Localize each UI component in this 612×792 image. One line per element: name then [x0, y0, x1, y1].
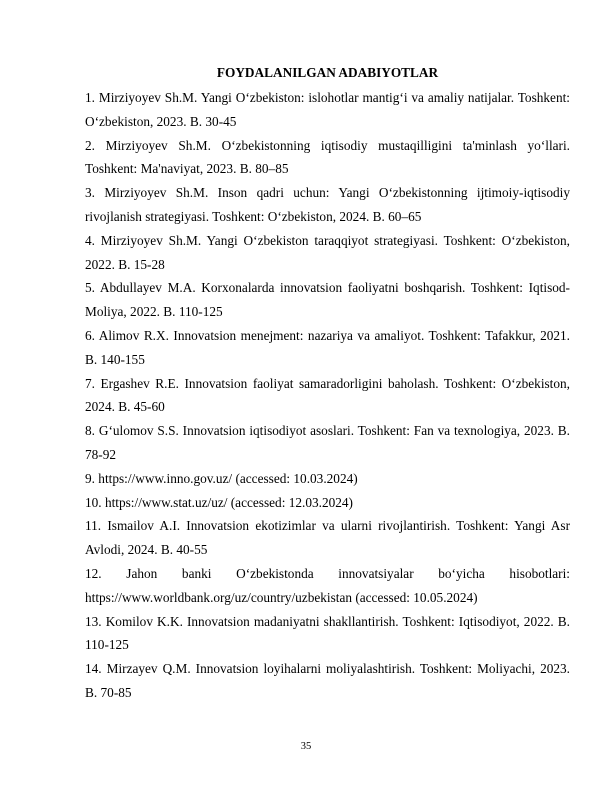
reference-link[interactable]: 9. https://www.inno.gov.uz/ (accessed: 10.03.2024) [85, 470, 358, 486]
reference-item: 12. Jahon banki O‘zbekistonda innovatsiyalar bo‘yicha hisobotlari: https://www.worldbank.org/uz/country/uzbekistan (accessed: 10.05.2024) [85, 565, 570, 605]
reference-item: 5. Abdullayev M.A. Korxonalarda innovatsion faoliyatni boshqarish. Toshkent: Iqtisod-Moliya, 2022. B. 110-125 [85, 280, 570, 320]
reference-item: 11. Ismailov A.I. Innovatsion ekotizimlar va ularni rivojlantirish. Toshkent: Yangi Asr Avlodi, 2024. B. 40-55 [85, 518, 570, 558]
reference-item: 14. Mirzayev Q.M. Innovatsion loyihalarni moliyalashtirish. Toshkent: Moliyachi, 2023. B. 70-85 [85, 661, 570, 700]
reference-item: 8. G‘ulomov S.S. Innovatsion iqtisodiyot asoslari. Toshkent: Fan va texnologiya, 2023. B. 78-92 [85, 423, 570, 462]
document-page [85, 64, 570, 705]
reference-list [85, 86, 570, 705]
reference-item: 1. Mirziyoyev Sh.M. Yangi O‘zbekiston: islohotlar mantig‘i va amaliy natijalar. Toshkent: O‘zbekiston, 2023. B. 30-45 [85, 90, 570, 129]
reference-link[interactable]: 10. https://www.stat.uz/uz/ (accessed: 12.03.2024) [85, 494, 353, 510]
page-number: 35 [300, 741, 312, 752]
reference-item: 2. Mirziyoyev Sh.M. O‘zbekistonning iqtisodiy mustaqilligini ta'minlash yo‘llari. Toshkent: Ma'naviyat, 2023. B. 80–85 [85, 137, 570, 177]
reference-item: 13. Komilov K.K. Innovatsion madaniyatni shakllantirish. Toshkent: Iqtisodiyot, 2022. B. 110-125 [85, 613, 570, 653]
reference-item: 7. Ergashev R.E. Innovatsion faoliyat samaradorligini baholash. Toshkent: O‘zbekiston, 2024. B. 45-60 [85, 375, 570, 415]
reference-item: 4. Mirziyoyev Sh.M. Yangi O‘zbekiston taraqqiyot strategiyasi. Toshkent: O‘zbekiston, 2022. B. 15-28 [85, 232, 570, 272]
page-title: FOYDALANILGAN ADABIYOTLAR [216, 65, 439, 80]
reference-item: 6. Alimov R.X. Innovatsion menejment: nazariya va amaliyot. Toshkent: Tafakkur, 2021. B. 140-155 [85, 327, 570, 367]
reference-item: 3. Mirziyoyev Sh.M. Inson qadri uchun: Yangi O‘zbekistonning ijtimoiy-iqtisodiy rivojlanish strategiyasi. Toshkent: O‘zbekiston, 2024. B. 60–65 [85, 185, 570, 224]
